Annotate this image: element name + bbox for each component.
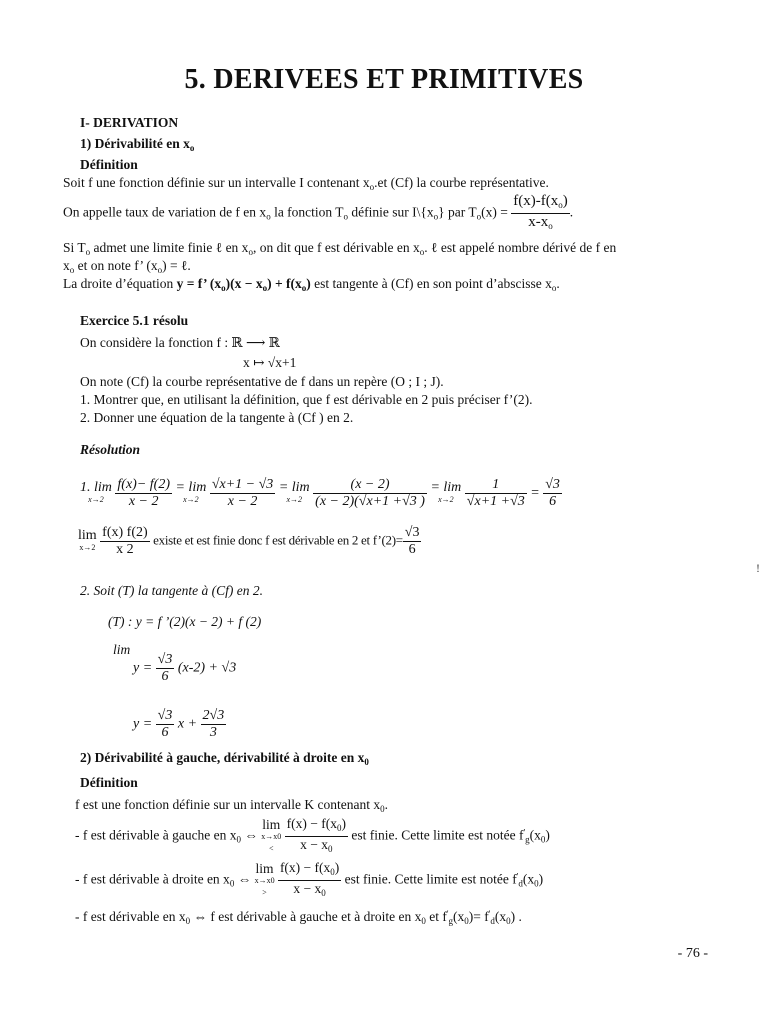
text: (x	[452, 909, 465, 924]
text: et f	[425, 909, 447, 924]
exercise-function-map: x ↦ √x+1	[243, 355, 297, 370]
section-heading-derivation: I- DERIVATION	[80, 115, 179, 130]
two-sided-derivative-line	[75, 906, 522, 929]
subsection-derivability	[80, 136, 194, 156]
text: .	[384, 797, 389, 812]
subscript: o	[189, 143, 195, 153]
subscript: o	[69, 265, 75, 275]
prime: '	[446, 909, 449, 919]
subscript: o	[369, 182, 375, 192]
tangent-intro: 2. Soit (T) la tangente à (Cf) en 2.	[80, 583, 263, 598]
subscript: 0	[229, 878, 235, 889]
text: On appelle taux de variation de f en x	[63, 204, 267, 220]
definition-line	[63, 175, 549, 195]
tangent-line-statement	[63, 276, 560, 296]
subscript: g	[448, 916, 453, 926]
subscript: o	[266, 211, 271, 222]
exercise-curve-line: On note (Cf) la courbe représentative de f dans un repère (O ; I ; J).	[80, 374, 444, 389]
text: , on dit que f est dérivable en x	[252, 240, 420, 255]
text: est finie. Cette limite est notée f	[351, 827, 524, 843]
denominator: $x-x_o$	[528, 214, 553, 231]
subscript: 0	[364, 757, 369, 767]
page-number: - 76 -	[677, 946, 708, 961]
text: Si T	[63, 240, 86, 255]
subscript: 0	[464, 916, 469, 926]
slope-fraction: $\frac{√3}{6}$	[157, 708, 173, 740]
text: admet une limite finie ℓ en x	[90, 240, 249, 255]
exercise-question-2: 2. Donner une équation de la tangente à (Cf ) en 2.	[80, 410, 354, 425]
subscript: g	[525, 834, 530, 845]
rate-of-change-line: On appelle taux de variation de f en $x_o$ la fonction $T_o$ définie sur $I\backslash\{x_o\}$ par $T_o(x)$ = $\frac{f(x)-f(x_o)}{x-x_o}$ .	[63, 193, 573, 234]
prime: '	[488, 909, 491, 919]
exercise-function-line: On considère la fonction f : ℝ ⟶ ℝ	[80, 335, 280, 350]
text: 2) Dérivabilité à gauche, dérivabilité à droite en x	[80, 750, 365, 765]
equivalence: ⇔	[234, 871, 255, 887]
text: x +	[177, 716, 198, 732]
numerator: $f(x)-f(x_o)$	[511, 193, 569, 214]
text: } par T	[438, 204, 477, 220]
subscript: 0	[236, 834, 242, 845]
text: y =	[133, 660, 153, 676]
subscript: o	[343, 211, 349, 222]
text: - f est dérivable à droite en x	[75, 871, 230, 887]
subscript: o	[85, 247, 91, 257]
text: définie sur I\{x	[348, 204, 434, 220]
page-title: 5. DERIVEES ET PRIMITIVES	[184, 64, 584, 95]
text: y =	[133, 716, 153, 732]
text: x	[63, 258, 70, 273]
fraction: $\frac{√3}{6}$	[157, 652, 173, 684]
derivative-definition-line1	[63, 240, 616, 260]
limit-operator: lim x→2	[78, 527, 97, 552]
exercise-heading: Exercice 5.1 résolu	[80, 313, 189, 328]
text: (x	[529, 827, 541, 843]
limit-operator: = lim x→2	[278, 479, 310, 504]
exercise-question-1: 1. Montrer que, en utilisant la définition, que f est dérivable en 2 puis préciser f’(2).	[80, 392, 533, 407]
text: .	[556, 276, 560, 291]
text: ⇔ f est dérivable à gauche et à droite en x	[190, 909, 422, 924]
left-difference-quotient: $\frac{f(x) - f(x_0)}{x - x_0}$	[286, 816, 347, 854]
subscript: 0	[380, 804, 385, 814]
fraction-result: $\frac{√3}{6}$	[545, 477, 560, 509]
right-difference-quotient: $\frac{f(x) - f(x_0)}{x - x_0}$	[279, 860, 340, 898]
lim-label: lim	[113, 642, 131, 657]
limit-computation	[80, 477, 562, 510]
prime: '	[523, 827, 526, 838]
text: )= f	[468, 909, 489, 924]
text: (x	[522, 871, 535, 887]
text: ) .	[510, 909, 522, 924]
fraction-1: $\frac{f(x)- f(2)}{x - 2}$	[117, 477, 170, 509]
tangent-equation-step1	[133, 652, 236, 685]
intercept-fraction: $\frac{2√3}{3}$	[202, 708, 225, 740]
subscript: 0	[506, 916, 511, 926]
equivalence: ⇔	[241, 827, 262, 843]
definition2-heading: Définition	[80, 775, 138, 790]
text: Soit f une fonction définie sur un intervalle I contenant x	[63, 175, 370, 190]
text: - f est dérivable en x	[75, 909, 186, 924]
margin-mark: !	[756, 561, 760, 575]
text: ) = ℓ.	[162, 258, 191, 273]
subscript: o	[248, 247, 253, 257]
left-derivative-line	[75, 816, 550, 857]
subscript: o	[476, 211, 482, 222]
resolution-heading: Résolution	[80, 442, 141, 457]
limit-operator: 1. lim x→2	[80, 479, 112, 504]
subscript: 0	[540, 834, 546, 845]
fraction-4: $\frac{1}{√x+1 +√3}$	[466, 477, 525, 509]
definition2-line	[75, 797, 388, 817]
subscript: o	[157, 265, 163, 275]
fraction-3: $\frac{(x - 2)}{(x - 2)(√x+1 +√3 )}$	[315, 477, 425, 509]
right-derivative-line	[75, 860, 543, 901]
text: La droite d’équation	[63, 276, 177, 291]
difference-quotient: $\frac{f(x) f(2)}{x 2}$	[102, 525, 148, 557]
text: et on note f’ (x	[74, 258, 158, 273]
tangent-equation-general: (T) : y = f ’(2)(x − 2) + f (2)	[108, 614, 262, 629]
subscript: o	[551, 283, 557, 293]
subscript: o	[433, 211, 439, 222]
conclusion-text: existe et est finie donc f est dérivable en 2 et f’(2)=	[153, 532, 403, 548]
right-limit: lim x→x0 >	[254, 860, 275, 897]
subscript: 0	[421, 916, 426, 926]
derivative-definition-line2	[63, 258, 191, 278]
subscript: d	[518, 878, 523, 889]
rate-fraction	[511, 193, 569, 234]
text: (x-2) + √3	[177, 660, 237, 676]
text: . ℓ est appelé nombre dérivé de f en	[424, 240, 617, 255]
left-limit: lim x→x0 <	[261, 816, 282, 853]
subscript: 0	[534, 878, 539, 889]
prime: '	[516, 871, 519, 882]
subsection-text: 1) Dérivabilité en x	[80, 136, 190, 151]
subscript: d	[490, 916, 495, 926]
text: (x) =	[481, 204, 508, 220]
limit-operator: = lim x→2	[430, 479, 462, 504]
text: est tangente à (Cf) en son point d’abscisse x	[310, 276, 552, 291]
text: (x	[494, 909, 507, 924]
derivative-value: $\frac{√3}{6}$	[404, 525, 420, 557]
text: )	[538, 871, 544, 887]
limit-conclusion	[78, 525, 421, 558]
subscript: o	[419, 247, 425, 257]
text: .et (Cf) la courbe représentative.	[374, 175, 549, 190]
text: la fonction T	[270, 204, 344, 220]
equals: =	[530, 485, 540, 501]
text: f est une fonction définie sur un intervalle K contenant x	[75, 797, 381, 812]
tangent-equation-final	[133, 708, 226, 741]
fraction-2: $\frac{√x+1 - √3}{x - 2}$	[211, 477, 274, 509]
text: )	[545, 827, 550, 843]
text: est finie. Cette limite est notée f	[344, 871, 517, 887]
subscript: 0	[185, 916, 191, 926]
text: - f est dérivable à gauche en x	[75, 827, 237, 843]
definition-heading: Définition	[80, 157, 138, 172]
subsection-left-right-derivability	[80, 750, 369, 770]
limit-operator: = lim x→2	[175, 479, 207, 504]
tangent-equation: y = f’ $(x_o)(x - x_o) + f(x_o)$	[176, 276, 311, 293]
